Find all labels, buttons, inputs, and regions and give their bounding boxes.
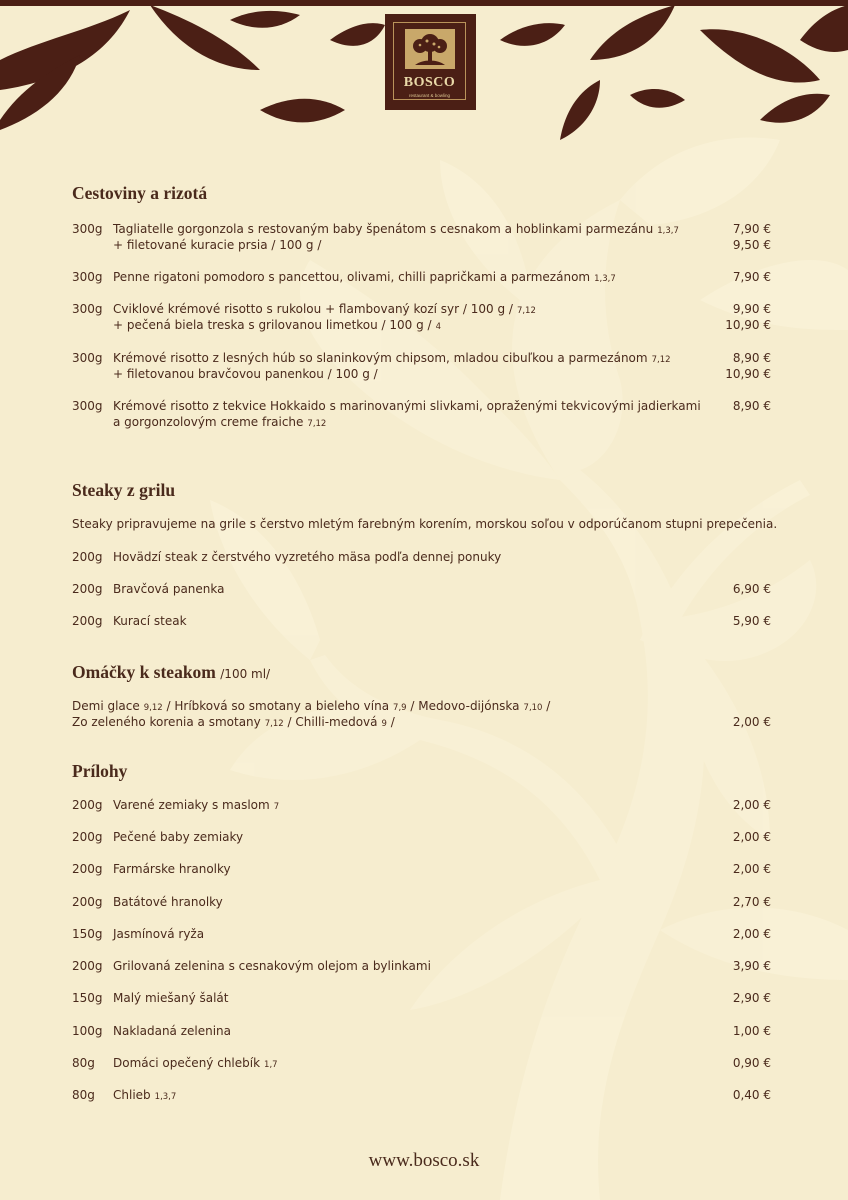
item-price: 3,90 € [732, 959, 771, 973]
item-weight: 80g [72, 1088, 95, 1102]
item-description: Chlieb [113, 1088, 151, 1102]
item-extra-price: 10,90 € [725, 318, 771, 332]
section-title-sauces [72, 662, 270, 683]
sauce-separator: / [386, 715, 395, 729]
item-extra-line [113, 414, 326, 432]
item-weight: 80g [72, 1056, 95, 1070]
item-extra-allergens: 4 [435, 322, 442, 332]
item-description: Cviklové krémové risotto s rukolou + flambovaný kozí syr / 100 g / [113, 302, 513, 316]
website-link[interactable]: www.bosco.sk [368, 1150, 480, 1171]
item-price: 2,70 € [732, 895, 771, 909]
item-price: 0,90 € [732, 1056, 771, 1070]
sauce-separator: / [283, 715, 296, 729]
item-allergens: 1,3,7 [657, 226, 679, 236]
item-weight: 150g [72, 991, 103, 1005]
item-description: Farmárske hranolky [113, 862, 231, 876]
item-extra: + filetované kuracie prsia / 100 g / [113, 238, 322, 252]
section-title-steaks: Steaky z grilu [72, 480, 176, 500]
item-price: 1,00 € [732, 1024, 771, 1038]
item-price: 2,00 € [732, 830, 771, 844]
item-description: Malý miešaný šalát [113, 991, 229, 1005]
item-description: Bravčová panenka [113, 582, 225, 596]
item-description: Pečené baby zemiaky [113, 830, 244, 844]
item-price: 8,90 € [732, 399, 771, 413]
sauce-separator: / [406, 699, 419, 713]
item-extra: + filetovanou bravčovou panenkou / 100 g / [113, 367, 378, 381]
item-extra-allergens: 7,12 [307, 419, 327, 429]
item-weight: 300g [72, 270, 103, 284]
item-weight: 200g [72, 830, 103, 844]
item-weight: 200g [72, 582, 103, 596]
menu-item [113, 797, 279, 815]
logo-name: BOSCO [403, 75, 456, 90]
sauce-allergens: 7,10 [523, 703, 543, 713]
item-description: Kurací steak [113, 614, 187, 628]
sauce-name: Hríbková so smotany a bieleho vína [174, 699, 390, 713]
item-price: 8,90 € [732, 351, 771, 365]
sauce-name: Medovo-dijónska [418, 699, 520, 713]
item-extra-price: 9,50 € [732, 238, 771, 252]
section-title-pasta: Cestoviny a rizotá [72, 183, 208, 203]
item-description: Jasmínová ryža [113, 927, 205, 941]
item-price: 2,00 € [732, 927, 771, 941]
item-extra-price: 10,90 € [725, 367, 771, 381]
item-weight: 200g [72, 862, 103, 876]
item-description: Varené zemiaky s maslom [113, 798, 270, 812]
sauce-name: Zo zeleného korenia a smotany [72, 715, 261, 729]
item-description: Batátové hranolky [113, 895, 223, 909]
menu-item [113, 1055, 278, 1073]
item-description: Hovädzí steak z čerstvého vyzretého mäsa podľa dennej ponuky [113, 550, 502, 564]
menu-item [113, 269, 616, 287]
sauces-title-unit: /100 ml/ [220, 667, 271, 681]
sauce-allergens: 7,12 [264, 719, 284, 729]
item-weight: 200g [72, 614, 103, 628]
item-allergens: 7,12 [651, 355, 671, 365]
sauces-title: Omáčky k steakom [72, 662, 216, 682]
item-price: 5,90 € [732, 614, 771, 628]
item-weight: 200g [72, 550, 103, 564]
sauce-name: Demi glace [72, 699, 140, 713]
item-allergens: 7 [273, 802, 280, 812]
item-weight: 300g [72, 222, 103, 236]
item-description: Grilovaná zelenina s cesnakovým olejom a bylinkami [113, 959, 431, 973]
sauce-name: Chilli-medová [295, 715, 378, 729]
item-extra: + pečená biela treska s grilovanou limetkou / 100 g / [113, 318, 432, 332]
item-price: 7,90 € [732, 270, 771, 284]
item-price: 7,90 € [732, 222, 771, 236]
section-note: Steaky pripravujeme na grile s čerstvo mletým farebným korením, morskou soľou v odporúčanom stupni prepečenia. [72, 517, 778, 531]
item-description: Tagliatelle gorgonzola s restovaným baby špenátom s cesnakom a hoblinkami parmezánu [113, 222, 654, 236]
item-weight: 200g [72, 959, 103, 973]
sauce-allergens: 9 [381, 719, 387, 729]
item-allergens: 1,3,7 [594, 274, 616, 284]
item-price: 2,90 € [732, 991, 771, 1005]
sauce-line-2 [72, 714, 395, 732]
item-price: 2,00 € [732, 798, 771, 812]
item-weight: 300g [72, 302, 103, 316]
item-allergens: 1,7 [264, 1060, 278, 1070]
item-weight: 300g [72, 399, 103, 413]
item-weight: 100g [72, 1024, 103, 1038]
item-price: 2,00 € [732, 862, 771, 876]
item-allergens: 1,3,7 [154, 1092, 177, 1102]
item-price: 0,40 € [732, 1088, 771, 1102]
sauce-separator: / [162, 699, 175, 713]
sauce-separator: / [542, 699, 551, 713]
item-weight: 150g [72, 927, 103, 941]
item-description: Domáci opečený chlebík [113, 1056, 261, 1070]
item-price: 6,90 € [732, 582, 771, 596]
item-weight: 200g [72, 798, 103, 812]
item-allergens: 7,12 [516, 306, 536, 316]
logo-subtitle: restaurant & bowling [408, 93, 451, 98]
section-title-sides: Prílohy [72, 761, 128, 781]
item-weight: 300g [72, 351, 103, 365]
menu-item [113, 1087, 176, 1105]
sauce-allergens: 9,12 [143, 703, 163, 713]
item-description: Krémové risotto z lesných húb so slaninkovým chipsom, mladou cibuľkou a parmezánom [113, 351, 648, 365]
sauce-allergens: 7,9 [393, 703, 407, 713]
item-description: Penne rigatoni pomodoro s pancettou, olivami, chilli papričkami a parmezánom [113, 270, 591, 284]
item-extra: a gorgonzolovým creme fraiche [113, 415, 304, 429]
item-extra-line [113, 317, 441, 335]
item-weight: 200g [72, 895, 103, 909]
item-description: Nakladaná zelenina [113, 1024, 232, 1038]
sauce-price: 2,00 € [732, 715, 771, 729]
item-description: Krémové risotto z tekvice Hokkaido s marinovanými slivkami, opraženými tekvicovými jadierkami [113, 399, 701, 413]
item-price: 9,90 € [732, 302, 771, 316]
